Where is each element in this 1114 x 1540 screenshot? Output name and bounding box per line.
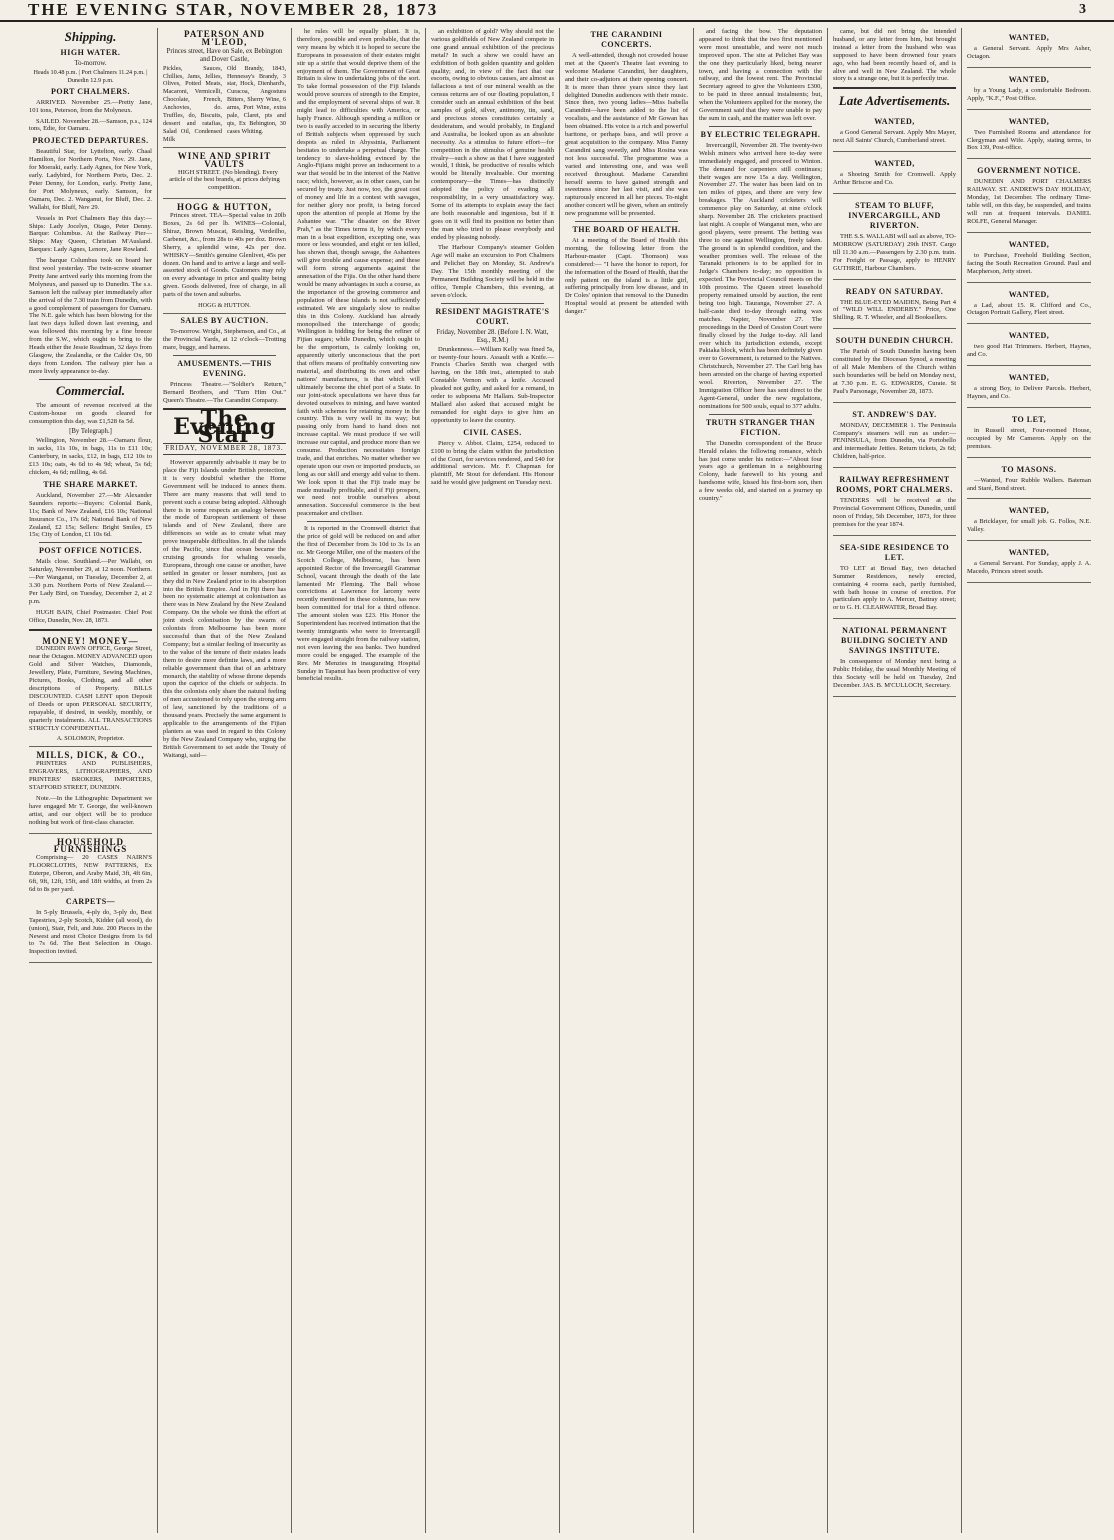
- classified-advert-heading: READY ON SATURDAY.: [845, 286, 944, 296]
- post-office-heading: POST OFFICE NOTICES.: [39, 546, 142, 556]
- late-advertisements-heading: Late Advertisements.: [838, 93, 951, 109]
- paterson-advert: [163, 28, 286, 148]
- classified-advert-heading: RAILWAY REFRESHMENT ROOMS, PORT CHALMERS.: [836, 475, 953, 495]
- rmc-text: Drunkenness.—William Kelly was fined 5s, or twenty-four hours. Assault with a Knife.—Francis Charles Smith was charged with having, on the 18th inst., attempted to stab Constable Vernon with a knife. Accused pleaded not guilty, and asked for a remand, in order to subpoena Mr Hallam. Sub-Inspector Mallard also asked that accused might be remanded for eight days to give him an opportunity to leave the country.: [431, 345, 554, 424]
- classified-advert-heading: WANTED,: [1008, 116, 1050, 126]
- paterson-sub: Princes street, Have on Sale, ex Bebington and Dover Castle,: [166, 47, 283, 63]
- telegraph-text: Invercargill, November 28. The twenty-two Welsh miners who arrived here to-day were immediately engaged, and proceed to Winton. The demand for carpenters still continues; their wages are now 15s a day. Wellington, November 27. The water has been laid on in ten miles of pipes, and there are very few breakages. The Auckland cricketers will commence play on Saturday, at nine o'clock sharp. November 28. The cricketers practised last night. A couple of Wanganui men, who are good players, were present. The betting was three to one against Wellington, freely taken. The ground is in splendid condition, and the weather promises well. The release of the Taranaki prisoners is to be applied for in Judge's Chambers to-day; no opposition is expected. The Provincial Council meets on the 10th proximo. The Queen street leasehold property remained unsold by auction, the rent being too high. Tauranga, November 27. A half-caste died to-day through eating wax matches. Napier, November 27. The proceedings in the Deed of Cession Court were finally closed by the Judge to-day. All land over which its jurisdiction extends, except Pakiaka block, which has been definitely given over to Government, is returned to the Natives. Christchurch, November 27. The Carl brig has been arrested on the charge of having exported wool. Riverton, November 27. The Immigration Officer here has sent direct to the Agent-General, under the new regulations, nominations for 500 souls, equal to 377 adults.: [699, 141, 822, 410]
- classified-advert: [967, 285, 1091, 325]
- hogg-hutton-signature: HOGG & HUTTON.: [198, 302, 251, 310]
- classified-advert-text: Two Furnished Rooms and attendance for Clergyman and Wife. Apply, stating terms, to Box 139, Post-office.: [967, 128, 1091, 152]
- classified-advert-text: a General Servant. Apply Mrs Asher, Octagon.: [967, 45, 1091, 60]
- household-furnishing-heading: HOUSEHOLD FURNISHINGS: [53, 836, 128, 855]
- classified-advert-heading: NATIONAL PERMANENT BUILDING SOCIETY AND SAVINGS INSTITUTE.: [840, 626, 949, 656]
- classified-advert-heading: WANTED,: [1008, 74, 1050, 84]
- classified-advert-text: in Russell street, Four-roomed House, occupied by Mr Cameron. Apply on the premises.: [967, 426, 1091, 450]
- money-advert-text: DUNEDIN PAWN OFFICE, George Street, near the Octagon. MONEY ADVANCED upon Gold and Silver Watches, Diamonds, Jewellery, Plate, Furniture, Sewing Machines, Pictures, Books, Clothing, and all other descriptions of Property. BILLS DISCOUNTED. CASH LENT upon Deposit of Deeds or upon PERSONAL SECURITY, repayable, if desired, in weekly, monthly, or quarterly instalments. ALL TRANSACTIONS STRICTLY CONFIDENTIAL.: [29, 645, 152, 732]
- local-notes: It is reported in the Cromwell district that the price of gold will be reduced on and after the first of December from 3s 10d to 3s 1s an oz. Mr George Miller, one of the masters of the Scotch College, Melbourne, has been appointed Rector of the Invercargill Grammar School, vacant through the death of the late lamented Mr Fleming. The Ball whose convictions at Lawrence for larceny were recently mentioned in these columns, has now been committed for trial for a third offence. The amount stolen was £23. His Honor the Superintendent has received intimation that the twenty immigrants who were to Invercargill were engaged straight from the railway station, not even leaving the sea banks. Two hundred more could be engaged. The example of the Rev. Mr Menzies in inaugurating Hospital Sunday in Tapanui has been productive of very beneficial results.: [297, 525, 420, 683]
- classified-advert-text: a General Servant. For Sunday, apply J. A. Macedo, Princes street south.: [967, 560, 1091, 576]
- classified-advert: [967, 28, 1091, 68]
- vessels-in-port-text: Vessels in Port Chalmers Bay this day:—Ships: Lady Jocelyn, Otago, Peter Denny. Barque: Columbus. At the Railway Pier—Ships: May Queen, Christian M'Ausland. Barques: Lady Agnes, Lenore, Jane Rowland.: [29, 214, 152, 254]
- mills-dick-heading: MILLS, DICK, & CO.,: [36, 750, 145, 761]
- classified-advert-heading: WANTED,: [1008, 239, 1050, 249]
- masthead: [0, 0, 1114, 22]
- classified-advert-heading: WANTED,: [1008, 33, 1050, 42]
- classified-advert-heading: GOVERNMENT NOTICE.: [977, 166, 1081, 176]
- classified-advert: [833, 538, 956, 619]
- column-6: [694, 28, 828, 1533]
- classified-advert-heading: WANTED,: [1008, 331, 1050, 341]
- classified-advert: [833, 196, 956, 280]
- wellington-prices-text: Wellington, November 28.—Oamaru flour, in sacks, 11s 10s, in bags, 11s to £11 10s; Canterbury, in sacks, £12, in bags, £12 10s to £13 10s; oats, 4s 6d to 4s 9d; wheat, 5s 6d; chicken, 4s 6d; milling, 4s 6d.: [29, 437, 152, 476]
- classified-advert-text: —Wanted, Four Rubble Wallers. Bateman and Staré, Bond street.: [967, 476, 1091, 492]
- classified-advert-heading: ST. ANDREW'S DAY.: [852, 409, 937, 419]
- classified-advert-heading: WANTED,: [1008, 373, 1050, 383]
- classified-advert: [967, 161, 1091, 232]
- classified-advert: [967, 410, 1091, 458]
- column-8: [962, 28, 1096, 1533]
- column-5: [560, 28, 694, 1533]
- classified-advert: [833, 621, 956, 697]
- classified-advert-heading: SOUTH DUNEDIN CHURCH.: [835, 336, 954, 346]
- money-advert: [29, 635, 152, 748]
- money-advert-heading: MONEY! MONEY—: [42, 635, 139, 646]
- share-market-text: Auckland, November 27.—Mr Alexander Saunders reports:—Buyers: Colonial Bank, 11s; Bank of New Zealand, £16 10s; National Insurance Co., 17s 6d; National Bank of New Zealand, £2 15s; Sellers: Bright Smiles, £5 15s; City of London, £1 10s 6d.: [29, 491, 152, 539]
- classified-advert: [833, 331, 956, 402]
- column-7: [828, 28, 962, 1533]
- wine-text: HIGH STREET. (No blending). Every article of the best brands, at prices defying competition.: [169, 168, 280, 192]
- classified-advert-text: TO LET at Broad Bay, two detached Summer Residences, newly erected, containing 4 rooms each, partly furnished, with bath house in course of erection. For particulars apply to A. Mercer, Battray street; or to G. H. CLEARWATER, Broad Bay.: [833, 564, 956, 612]
- classified-advert-heading: TO MASONS.: [1001, 464, 1057, 474]
- amusements-text: Princess Theatre.—"Soldier's Return," Bernard Brothers, and "Turn Him Out." Queen's Theatre.—The Carandini Company.: [163, 380, 286, 404]
- projected-departures-text: Beautiful Star, for Lyttelton, early. Chaal Hamilton, for Northern Ports, Nov. 29. Jane, for Moeraki, early. Lady Agnes, for New York, early. Ladybird, for Northern Ports, Dec. 2. Peter Denny, for London, early. Pretty Jane, for Port Molyneux, early. Samson, for Oamaru, Dec. 2. Wanganui, for Bluff, Dec. 2. Wallabi, for Bluff, Nov 29.: [29, 148, 152, 211]
- late-ads-list-b: [967, 28, 1091, 583]
- wine-advert: [163, 150, 286, 200]
- column-1: [24, 28, 158, 1533]
- classified-advert-text: TENDERS will be received at the Provincial Government Offices, Dunedin, until noon of Friday, 5th December, 1873, for three premises for the year 1874.: [833, 497, 956, 528]
- high-water-times: Heads 10.48 p.m. | Port Chalmers 11.24 p.m. | Dunedin 12.9 p.m.: [33, 68, 148, 84]
- carpets-heading: CARPETS—: [65, 896, 116, 906]
- projected-departures-heading: PROJECTED DEPARTURES.: [32, 136, 149, 146]
- classified-advert: [833, 282, 956, 330]
- classified-advert: [967, 112, 1091, 160]
- truth-stranger-heading: TRUTH STRANGER THAN FICTION.: [705, 417, 816, 437]
- sales-heading: SALES BY AUCTION.: [180, 316, 269, 325]
- classified-advert-text: The Parish of South Dunedin having been constituted by the Diocesan Synod, a meeting of all Male Members of the Church within such boundaries will be held on Monday next, at 7.30 p.m. E. G. EDWARDS, Curate. St Paul's Parsonage, November 28, 1873.: [833, 348, 956, 395]
- paterson-heading: PATERSON AND M'LEOD,: [184, 29, 265, 47]
- civil-cases-heading: CIVIL CASES.: [463, 427, 522, 437]
- classified-advert: [967, 326, 1091, 366]
- leader-article: However apparently advisable it may be to place the Fiji Islands under British protection, it is very doubtful whether the Home Government will be induced to annex them. There are many reasons that will tend to prevent such a course being adopted. Although there is in some respects an analogy between the mode of European settlement of these islands and of New Zealand, there are differences so wide as to create what may prove insuperable difficulties. In all the islands of the Pacific, since that ocean became the cruising grounds for whaling vessels, Europeans, through one cause or another, have settled in greater or lesser numbers, just as they did in New Zealand prior to its absorption into the British Empire. And in Fiji there has been no systematic attempt at colonisation as there was in New Zealand by the New Zealand Company. On the whole we think the effort at joint stock colonisation by the swarm of colonists from Melbourne has been more successful than that of the New Zealand Company; but a similar feeling of insecurity as to the value of the tenure of their estates leads them to desire more definite laws, and a more reliable government than that of an arbitrary monarch, the stability of whose throne depends upon the caprice of the chiefs or subjects. In this the colonists only share the natural feeling of men accustomed to rely upon the strong arm of law, sanctioned by the traditions of a thousand years. Precisely the same argument is applicable to the arrangements of the Fijian planters as was used in regard to this Colony by the New Zealand Company who, urging the British Government to set aside the Treaty of Waitangi, said—: [163, 459, 286, 759]
- mills-dick-text: PRINTERS AND PUBLISHERS, ENGRAVERS, LITHOGRAPHERS, AND PRINTERS' BROKERS, IMPORTERS, STAFFORD STREET, DUNEDIN.: [29, 760, 152, 791]
- rmc-heading: RESIDENT MAGISTRATE'S COURT.: [435, 306, 550, 326]
- leader-continued: he rules will be equally pliant. It is, therefore, possible and even probable, that the very means by which it is hoped to secure the Europeans in possession of their estates might stir up a strife that would deprive them of the enjoyment of them. The Government of Great Britain is slow in undertaking jobs of the sort. To take formal possession of the Fiji Islands would prove sources of strength to the Empire, and the employment of several ships of war. It might lead to difficulties with America, or haply France. Although spending a million or two is easily acceded to in securing the liberty of British subjects when oppressed by such despots as ruled in Abyssinia, Parliament hesitates to undertake a perpetual charge. The tendency to slave-holding evinced by the Anglo-Fijians might prove an inducement to a war that would be in the interest of the Native race; which, however, as in other cases, can be secured by treaty. Just now, too, the great cost of money and life in a contest with savages, for neither glory nor profit, is being forced upon the attention of people at Home by the Ashantee war. "The disaster on the River Prah," as the Times terms it, by which every man in a boat expedition, excepting one, was more or less wounded, and eight or ten killed, has shown that, though savage, the Ashantees will give trouble and cause expense; and these will form strong arguments against the annexation of the Fijis. On the other hand there would be many advantages in such a course, as the importance of the growing commerce and population of these islands is not sufficiently estimated. We are singularly slow to realise this in this Colony. Auckland has already monopolised the interchange of goods; Wellington is bidding for being the refiner of Fijian sugars; while Dunedin, which ought to be the emporium, is calmly looking on, apparently utterly unconscious that the port that offers means of profitably converting raw material, and distributing its own and other nations' manufactures, is that which will ultimately become the chief port of a State. In our joint-stock speculations we have thus far devoted ourselves to mining, and have wanted faith with schemes for retaining money in the country. This is very well in its way; but passing only from hand to hand does not increase capital. We must produce if we will increase our capital, and produce more than we consume. Production necessitates foreign trade, and that enriches. No matter whether we operate upon our own or imported products, so long as our skill and energy add value to them. We look upon it that the Fiji trade may be made mutually profitable, and if Fiji prospers, we need not trouble ourselves about annexation. Successful commerce is the best peacemaker and civiliser.: [297, 28, 420, 518]
- classified-advert-text: In consequence of Monday next being a Public Holiday, the usual Monthly Meeting of this Society will be held on Tuesday, 2nd December. JAS. B. M'CULLOCH, Secretary.: [833, 658, 956, 689]
- classified-advert-text: a Lad, about 15. R. Clifford and Co., Octagon Portrait Gallery, Fleet street.: [967, 301, 1091, 317]
- paterson-list-right: Old Brandy, 1843, Hennessy's Brandy, 3 star, Hock, Dienhard's, Curacoa, Angostura Bitters, Sherry Wine, 6 arms, Port Wine, extra pale, Claret, pts and qts, Ex Bebington, 30 cases Whiting.: [226, 64, 286, 135]
- classified-advert: [833, 112, 956, 152]
- telegraph-heading: BY ELECTRIC TELEGRAPH.: [700, 129, 821, 139]
- post-office-text: Mails close. Southland.—Per Wallabi, on Saturday, November 29, at 12 noon. Northern.—Per Wanganui, on Tuesday, December 2, at 3.30 p.m. Northern Ports of New Zealand.—Per Lady Bird, on Tuesday, December 2, at 2 p.m.: [29, 558, 152, 605]
- classified-advert-text: THE S.S. WALLABI will sail as above, TO-MORROW (SATURDAY) 29th INST. Cargo till 11.30 a.m.—Passengers by 2.30 p.m. train. For Freight or Passage, apply to HENRY GUTHRIE, Harbour Chambers.: [833, 232, 956, 272]
- arrived-text: ARRIVED. November 25.—Pretty Jane, 101 tons, Peterson, from the Molyneux.: [29, 98, 152, 114]
- classified-advert: [833, 470, 956, 536]
- classified-advert: [967, 368, 1091, 408]
- classified-advert-heading: WANTED,: [1008, 506, 1050, 516]
- shipping-heading: Shipping.: [64, 29, 117, 44]
- rmc-date: Friday, November 28. (Before I. N. Watt, Esq., R.M.): [436, 328, 549, 344]
- classified-advert: [833, 154, 956, 194]
- columns: [24, 28, 1096, 1533]
- board-of-health-heading: THE BOARD OF HEALTH.: [572, 225, 681, 235]
- classified-advert-heading: WANTED,: [1008, 289, 1050, 299]
- classified-advert-text: by a Young Lady, a comfortable Bedroom. Apply, "K.F.," Post Office.: [967, 86, 1091, 102]
- high-water-heading: HIGH WATER.: [60, 48, 121, 57]
- port-chalmers-heading: PORT CHALMERS.: [50, 86, 131, 96]
- classified-advert-text: DUNEDIN AND PORT CHALMERS RAILWAY. ST. ANDREW'S DAY HOLIDAY, Monday, 1st December. The ordinary Time-table will, on this day, be suspended, and trains will run at frequent intervals. DANIEL ROLFE, General Manager.: [967, 178, 1091, 225]
- classified-advert: [967, 460, 1091, 500]
- classified-advert: [833, 405, 956, 469]
- column-4: [426, 28, 560, 1533]
- board-of-health-text: At a meeting of the Board of Health this morning, the following letter from the Harbour-master (Capt. Thomson) was considered:— "I have the honor to report, for the information of the Board of Health, that the only patient on the island is a little girl, suffering principally from low disease, and in Dr Coles' opinion that removal to the Dunedin Hospital would at present be attended with danger.": [565, 237, 688, 316]
- telegraph-label: [By Telegraph.]: [69, 428, 112, 436]
- classified-advert-text: two good Hat Trimmers. Herbert, Haynes, and Co.: [967, 343, 1091, 359]
- column-4-article: an exhibition of gold? Why should not the various goldfields of New Zealand compete in one grand annual exhibition of the precious metal? In such a show we could have an exhibition of both golden quantity and golden quality; and, in view of the fact that our escorts, owing to obvious causes, are almost as fallacious a test of our mineral wealth as the census returns are of our floating population, I consider such an annual exhibition of the best samples of gold, silver, antimony, tin, sand, and precious stones constitutes certainly a desideratum, and would probably, in England and Australia, be looked upon as an absolute necessity. As a stimulus to future effort—for competition in the stimulus of genuine health rivalry—such a show as that I have suggested would, I think, be productive of results which would be literally invaluable. Our morning contemporary—the Times—has distinctly adopted the policy of evading all responsibility, in a very unsatisfactory way. Some of its attempts to explain away the fact are both reasonable and ingenious, but if it goes on it will find its position no better than the man who tried to please everybody and ended by pleasing nobody.: [431, 28, 554, 241]
- hogg-hutton-text: Princes street. TEA—Special value in 20lb Boxes, 2s 6d per lb. WINES—Colonial, Shiraz, Brown Muscat, Reisling, Verdeilho, Carbenet, &c., from 28s to 40s per doz. Brown Sherry, a splendid wine, 42s per doz. WHISKY—Smith's genuine Glenlivet, 45s per dozen. On hand and to arrive a large and well-assorted stock of Goods. Customers may rely on every advantage in price and quality being given. Goods delivered, free of charge, in all parts of the town and suburbs.: [163, 212, 286, 299]
- classified-advert: [967, 70, 1091, 110]
- late-ads-list-a: [833, 112, 956, 697]
- volunteers-text: and facing the bow. The deputation appeared to think that the two first mentioned were most unsuitable, and were not much improved upon. The site at Pelichet Bay was the one they particularly liked, being nearer town, and having a connection with the railway, and the lowest rent. The Provincial Secretary agreed to give the Volunteers £300, to be paid in three annual instalments; but, when the Volunteers applied for the money, the Government said that they were unable to pay the sum in cash, and the matter was left over.: [699, 28, 822, 122]
- classified-advert-heading: WANTED,: [1008, 548, 1050, 558]
- page-number: 3: [1079, 2, 1086, 17]
- column-2: [158, 28, 292, 1533]
- classified-advert: [967, 235, 1091, 283]
- commercial-text: The amount of revenue received at the Custom-house on goods cleared for consumption this day, was £1,528 6s 5d.: [29, 401, 152, 425]
- amusements-heading: AMUSEMENTS.—THIS EVENING.: [177, 358, 272, 378]
- wine-heading: WINE AND SPIRIT VAULTS: [177, 150, 272, 169]
- hogg-hutton-advert: [163, 201, 286, 314]
- classified-advert-heading: STEAM TO BLUFF, INVERCARGILL, AND RIVERTON.: [848, 200, 941, 230]
- paterson-list: [163, 65, 286, 144]
- truth-stranger-text: The Dunedin correspondent of the Bruce Herald relates the following romance, which has just come under his notice:—"About four years ago a gentleman in a neighbouring Colony, hade farewell to his young and handsome wife, kissed his first-born son, then a few weeks old, and started on a journey up country.": [699, 439, 822, 503]
- classified-advert-text: a Bricklayer, for small job. G. Follos, N.E. Valley.: [967, 518, 1091, 534]
- truth-stranger-continued: came, but did not bring the intended husband, or any letter from him, but brought instead a letter from the husband who was supposed to have been drowned four years ago, who had been recently heard of, and is alive and well in New Zealand. The whole story is a strange one, but it is perfectly true.: [833, 28, 956, 83]
- classified-advert-heading: TO LET,: [1011, 414, 1047, 424]
- classified-advert-text: a Shoeing Smith for Cromwell. Apply Arthur Briscoe and Co.: [833, 171, 956, 187]
- classified-advert: [967, 501, 1091, 541]
- carpets-text: In 5-ply Brussels, 4-ply do, 3-ply do, Best Tapestries, 2-ply Scotch, Kidder (all wool), do (union), Stair, Felt, and Jute. 200 Pieces in the Newest and most Choice Designs from 1s 6d to 7s 6d. The Best Selection in Otago. Inspection invited.: [29, 908, 152, 956]
- paterson-list-left: Pickles, Sauces, Chillies, Jams, Jellies, Olives, Potted Meats, Macaroni, Vermicelli, Chocolate, French, Anchovies, do. Truffles, do, Biscuits, dessert and ratafias, Salad Oil, Condensed Milk: [163, 64, 223, 143]
- classified-advert-text: to Purchase, Freehold Building Section, facing the South Recreation Ground. Paul and Macpherson, Jetty street.: [967, 251, 1091, 275]
- mills-dick-advert: [29, 749, 152, 833]
- household-furnishing-advert: [29, 836, 152, 964]
- dateline: FRIDAY, NOVEMBER 28, 1873.: [163, 443, 286, 455]
- classified-advert-text: THE BLUE-EYED MAIDEN, Being Part 4 of "WILD WILL ENDERBY." Price, One Shilling. R. T. Wheeler, and all Booksellers.: [833, 298, 956, 322]
- shipping-news-text: The barque Columbus took on board her first wool yesterday. The twin-screw steamer Pretty Jane arrived early this morning from the Molyneux, and passed up to Dunedin. The s.s. Samson left the railway pier immediately after the arrival of the 7.30 train from Dunedin, with a good complement of passengers for Oamaru. The N.E. gale which has been blowing for the last two days lulled down last evening, and was followed this morning by a fine breeze from the S.W., which ought to bring to the Heads either the Jessie Readman, 32 days from Glasgow, the Zealandia, or the Calder Ox, 90 days from London. The railway pier has a more lively appearance to-day.: [29, 257, 152, 375]
- share-market-heading: THE SHARE MARKET.: [43, 479, 138, 489]
- classified-advert-heading: WANTED,: [874, 159, 915, 169]
- classified-advert-text: a strong Boy, to Deliver Parcels. Herbert, Haynes, and Co.: [967, 385, 1091, 401]
- sailed-text: SAILED. November 28.—Samson, p.s., 124 tons, Edie, for Oamaru.: [29, 117, 152, 133]
- classified-advert: [967, 543, 1091, 583]
- mills-dick-note: Note.—In the Lithographic Department we have engaged Mr T. George, the well-known artist, and our object will be to produce nothing but work of first-class character.: [29, 794, 152, 826]
- household-furnishing-text: Comprising— 20 CASES NAIRN'S FLOORCLOTHS, NEW PATTERNS, Ex Euterpe, Oberon, and Araby Maid, 3ft, 4ft 6in, 6ft, 9ft, 12ft, 15ft, and 18ft widths, at from 2s 6d to 8s per yard.: [29, 854, 152, 893]
- commercial-heading: Commercial.: [56, 382, 125, 398]
- sales-text: To-morrow. Wright, Stephenson, and Co., at the Provincial Yards, at 12 o'clock—Trotting mare, buggy, and harness.: [163, 328, 286, 351]
- evening-star-logo: The Evening Star: [173, 406, 276, 449]
- masthead-title: THE EVENING STAR, NOVEMBER 28, 1873: [28, 0, 439, 19]
- civil-cases-text: Piercy v. Abbot. Claim, £254, reduced to £100 to bring the claim within the jurisdiction of the Court, for services rendered, and £40 for additional services. Mr. F. Chapman for plaintiff, Mr Stout for defendant. His Honour said he would give judgment on Tuesday next.: [431, 439, 554, 487]
- hogg-hutton-heading: HOGG & HUTTON,: [176, 202, 273, 213]
- carandini-text: A well-attended, though not crowded house met at the Queen's Theatre last evening to welcome Madame Carandini, her daughters, and their co-adjutors at their opening concert. It is more than three years since they last delighted Dunedin audiences with their music. Since then, two young ladies—Miss Isabella Carandini—have been added to the list of vocalists, and the assistance of Mr Gowan has been obtained. His voice is a rich and powerful baritone, or perhaps bass, and will prove a great acquisition to the company. Miss Fanny Carandini sang sweetly, and Miss Rosina was not less successful. The programme was a varied and interesting one, and was well received throughout. Madame Carandini herself seems to have gained strength and sweetness since her last visit, and she was rapturously encored in all her pieces. To-night another concert will be given, when an entirely new programme will be presented.: [565, 52, 688, 218]
- money-advert-signature: A. SOLOMON, Proprietor.: [56, 735, 125, 743]
- column-3: [292, 28, 426, 1533]
- classified-advert-heading: WANTED,: [874, 117, 915, 127]
- carandini-heading: THE CARANDINI CONCERTS.: [590, 30, 663, 49]
- classified-advert-heading: SEA-SIDE RESIDENCE TO LET.: [839, 542, 950, 562]
- post-office-signature: HUGH BAIN, Chief Postmaster. Chief Post Office, Dunedin, Nov. 28, 1873.: [29, 608, 152, 624]
- high-water-sub: To-morrow.: [74, 60, 107, 67]
- harbour-notes: The Harbour Company's steamer Golden Age will make an excursion to Port Chalmers and Pelichet Bay on Monday, St. Andrew's Day. The 15th monthly meeting of the Permanent Building Society will be held in the office, Temple Chambers, this evening, at seven o'clock.: [431, 244, 554, 299]
- classified-advert-text: MONDAY, DECEMBER 1. The Peninsula Company's steamers will run as under:—PENINSULA, from Dunedin, via Portobello and intermediate Jetties. Return tickets, 2s 6d; Children, half-price.: [833, 421, 956, 461]
- classified-advert-text: a Good General Servant. Apply Mrs Mayer, next All Saints' Church, Cumberland street.: [833, 129, 956, 145]
